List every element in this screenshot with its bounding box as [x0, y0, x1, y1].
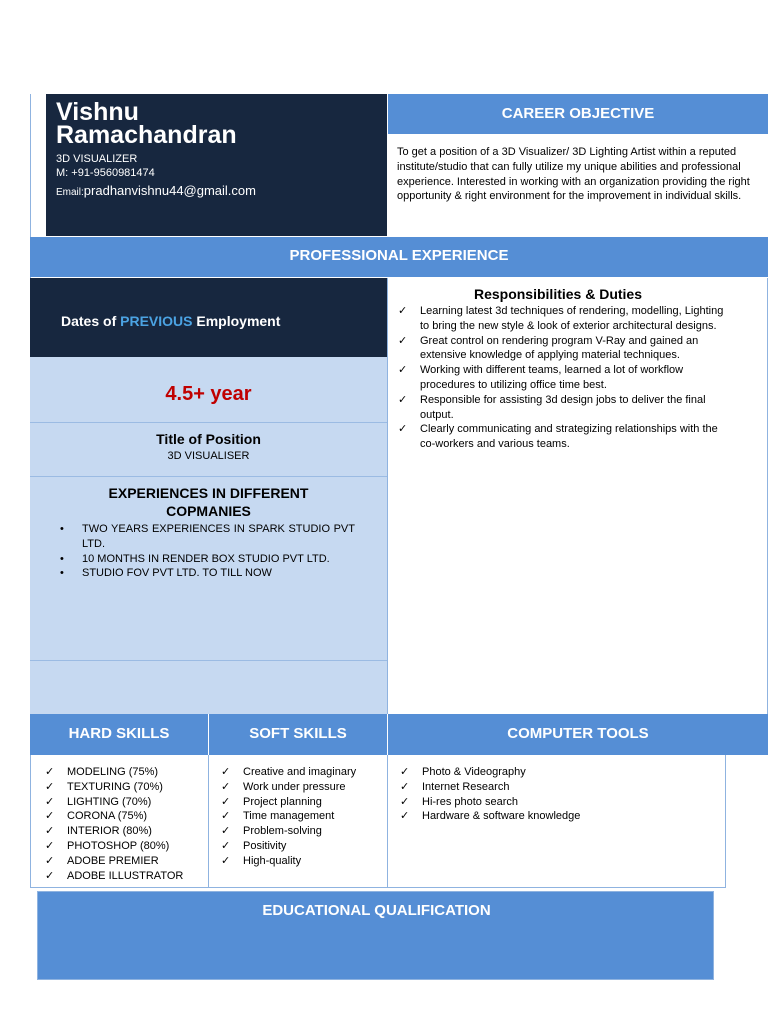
companies-list: [30, 522, 355, 581]
experience-header: [30, 237, 768, 277]
soft-skills-title: SOFT SKILLS: [249, 725, 347, 742]
soft-skills-header: [209, 714, 387, 755]
dates-post: Employment: [192, 313, 281, 329]
list-item: ✓ Hi-res photo search: [400, 795, 720, 810]
name-block: [46, 94, 387, 236]
list-item: ✓ Internet Research: [400, 780, 720, 795]
list-item: ✓ ADOBE PREMIER: [45, 854, 205, 869]
career-text: To get a position of a 3D Visualizer/ 3D Lighting Artist within a reputed institute/studio that can fully utilize my unique abilities and professional experience. Interested in working with an organization providing the right opportunity & right environment for the improvement in individual skills.: [397, 146, 750, 203]
name-first: Vishnu: [56, 98, 139, 126]
list-item: ✓ Work under pressure: [221, 780, 384, 795]
email-label: Email:: [56, 187, 84, 198]
list-item: ✓ CORONA (75%): [45, 809, 205, 824]
list-item: ✓ Responsible for assisting 3d design jobs to deliver the final output.: [398, 393, 728, 423]
position-block: [30, 422, 387, 476]
duties-divider: [387, 278, 388, 714]
phone-text: M: +91-9560981474: [56, 167, 155, 179]
companies-title-1: EXPERIENCES IN DIFFERENT: [108, 485, 309, 501]
hard-skills-title: HARD SKILLS: [68, 725, 170, 742]
list-item: ✓ LIGHTING (70%): [45, 795, 205, 810]
hard-skills-list: [45, 765, 205, 883]
career-header: [388, 94, 768, 134]
dates-label: [61, 313, 280, 329]
years-value: 4.5+ year: [165, 383, 252, 405]
position-title: Title of Position: [156, 431, 261, 447]
list-item: ✓ Time management: [221, 809, 384, 824]
education-block: [37, 891, 714, 980]
education-title: EDUCATIONAL QUALIFICATION: [262, 902, 491, 919]
experience-title: PROFESSIONAL EXPERIENCE: [289, 247, 509, 264]
list-item: ✓ MODELING (75%): [45, 765, 205, 780]
companies-block: [30, 476, 387, 660]
list-item: ✓ Clearly communicating and strategizing relationships with the co-workers and various teams.: [398, 422, 728, 452]
hard-skills-header: [30, 714, 208, 755]
soft-skills-list: [221, 765, 384, 869]
companies-title-2: COPMANIES: [166, 503, 251, 519]
list-item: ✓ Hardware & software knowledge: [400, 809, 720, 824]
list-item: ✓ ADOBE ILLUSTRATOR: [45, 869, 205, 884]
dates-block: [30, 278, 387, 357]
duties-list: [398, 304, 728, 452]
dates-highlight: PREVIOUS: [120, 313, 193, 329]
career-title: CAREER OBJECTIVE: [501, 105, 655, 122]
tools-title: COMPUTER TOOLS: [507, 725, 649, 742]
list-item: ✓ Photo & Videography: [400, 765, 720, 780]
list-item: ✓ TEXTURING (70%): [45, 780, 205, 795]
list-item: ✓ Positivity: [221, 839, 384, 854]
list-item: ✓ Learning latest 3d techniques of rendering, modelling, Lighting to bring the new style & look of exterior architectural designs.: [398, 304, 728, 334]
list-item: ✓ Project planning: [221, 795, 384, 810]
duties-title: Responsibilities & Duties: [473, 286, 643, 302]
list-item: • TWO YEARS EXPERIENCES IN SPARK STUDIO PVT LTD.: [30, 522, 355, 552]
email-value[interactable]: pradhanvishnu44@gmail.com: [83, 183, 256, 198]
list-item: ✓ Problem-solving: [221, 824, 384, 839]
list-item: • 10 MONTHS IN RENDER BOX STUDIO PVT LTD.: [30, 552, 355, 567]
years-block: [30, 357, 387, 422]
list-item: ✓ Creative and imaginary: [221, 765, 384, 780]
name-last: Ramachandran: [56, 121, 237, 149]
list-item: ✓ Working with different teams, learned a lot of workflow procedures to utilizing office time best.: [398, 363, 728, 393]
dates-pre: Dates of: [61, 313, 121, 329]
empty-block: [30, 660, 387, 714]
email-line: [56, 182, 256, 200]
tools-list: [400, 765, 720, 824]
skills-divider-2: [387, 755, 388, 888]
list-item: • STUDIO FOV PVT LTD. TO TILL NOW: [30, 566, 355, 581]
role-text: 3D VISUALIZER: [56, 153, 138, 165]
position-value: 3D VISUALISER: [167, 450, 250, 462]
tools-header: [388, 714, 768, 755]
list-item: ✓ INTERIOR (80%): [45, 824, 205, 839]
list-item: ✓ High-quality: [221, 854, 384, 869]
list-item: ✓ PHOTOSHOP (80%): [45, 839, 205, 854]
skills-divider-1: [208, 755, 209, 888]
list-item: ✓ Great control on rendering program V-Ray and gained an extensive knowledge of applying material techniques.: [398, 334, 728, 364]
